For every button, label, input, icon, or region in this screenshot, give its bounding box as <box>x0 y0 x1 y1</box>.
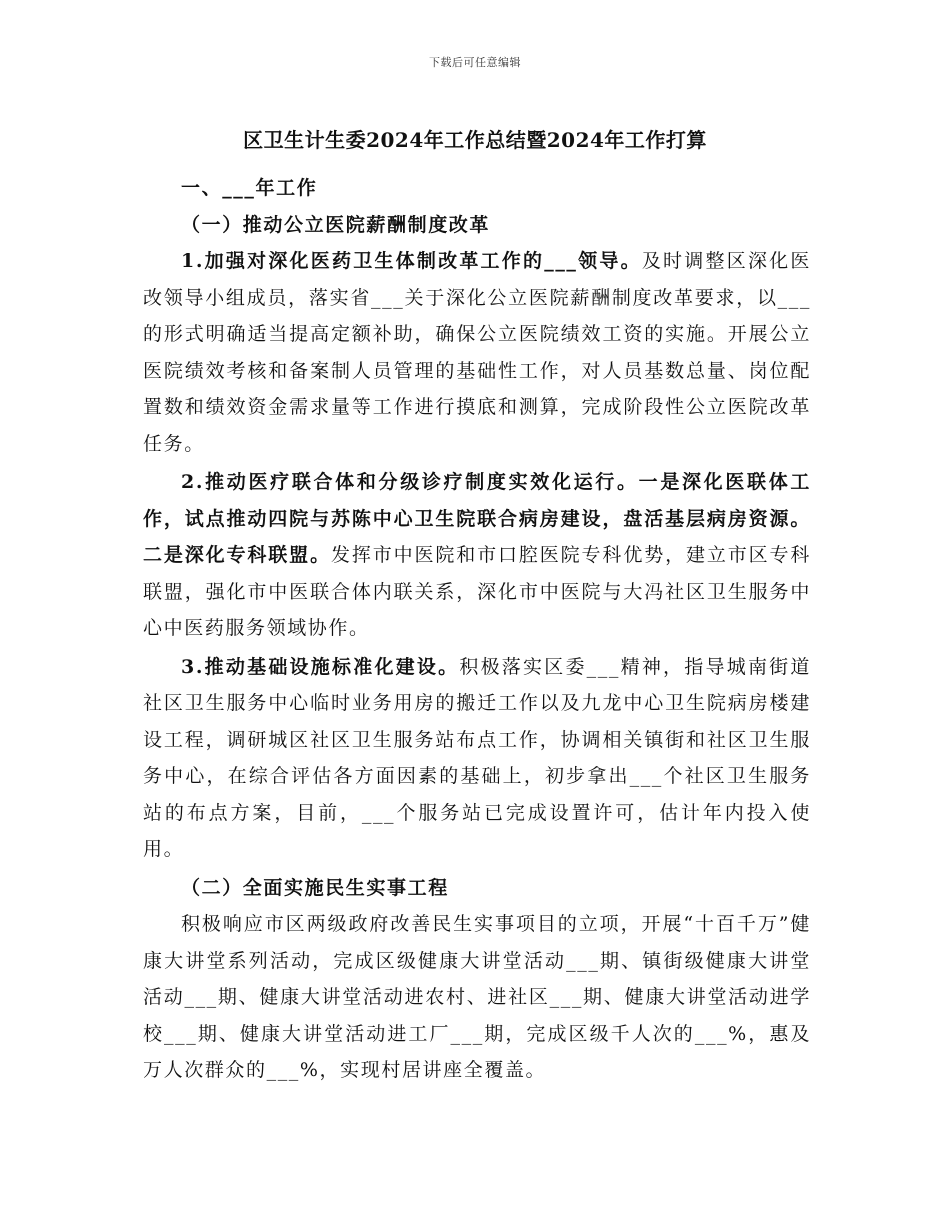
subsection-heading-2: （二）全面实施民生实事工程 <box>181 876 449 899</box>
section-heading-1: 一、___年工作 <box>181 177 318 199</box>
paragraph-4 <box>143 906 811 1089</box>
paragraph-2 <box>143 464 811 647</box>
paragraph-3-lead: 3.推动基础设施标准化建设。 <box>181 655 460 678</box>
paragraph-3-body: 积极落实区委___精神，指导城南街道社区卫生服务中心临时业务用房的搬迁工作以及九龙中心卫生院病房楼建设工程，调研城区社区卫生服务站布点工作，协调相关镇街和社区卫生服务中心，在综合评估各方面因素的基础上，初步拿出___个社区卫生服务站的布点方案，目前，___个服务站已完成设置许可，估计年内投入使用。 <box>143 655 811 860</box>
paragraph-2-lead: 2.推动医疗联合体和分级诊疗制度实效化运行。一是深化医联体工作，试点推动四院与苏陈中心卫生院联合病房建设，盘活基层病房资源。二是深化专科联盟。 <box>143 471 811 566</box>
paragraph-1 <box>143 243 811 462</box>
paragraph-3 <box>143 649 811 868</box>
paragraph-1-lead: 1.加强对深化医药卫生体制改革工作的___领导。 <box>181 250 642 272</box>
paragraph-2-body: 发挥市中医院和市口腔医院专科优势，建立市区专科联盟，强化市中医联合体内联关系，深化市中医院与大冯社区卫生服务中心中医药服务领域协作。 <box>143 544 811 639</box>
paragraph-4-body: 积极响应市区两级政府改善民生实事项目的立项，开展“十百千万”健康大讲堂系列活动，完成区级健康大讲堂活动___期、镇街级健康大讲堂活动___期、健康大讲堂活动进农村、进社区___期、健康大讲堂活动进学校___期、健康大讲堂活动进工厂___期，完成区级千人次的___%，惠及万人次群众的___%，实现村居讲座全覆盖。 <box>143 913 811 1081</box>
document-title: 区卫生计生委2024年工作总结暨2024年工作打算 <box>243 128 707 152</box>
paragraph-1-body: 及时调整区深化医改领导小组成员，落实省___关于深化公立医院薪酬制度改革要求，以___的形式明确适当提高定额补助，确保公立医院绩效工资的实施。开展公立医院绩效考核和备案制人员管理的基础性工作，对人员基数总量、岗位配置数和绩效资金需求量等工作进行摸底和测算，完成阶段性公立医院改革任务。 <box>143 250 811 455</box>
document-body <box>143 170 811 1089</box>
header-note: 下载后可任意编辑 <box>429 56 521 69</box>
subsection-heading-1: （一）推动公立医院薪酬制度改革 <box>181 213 491 236</box>
